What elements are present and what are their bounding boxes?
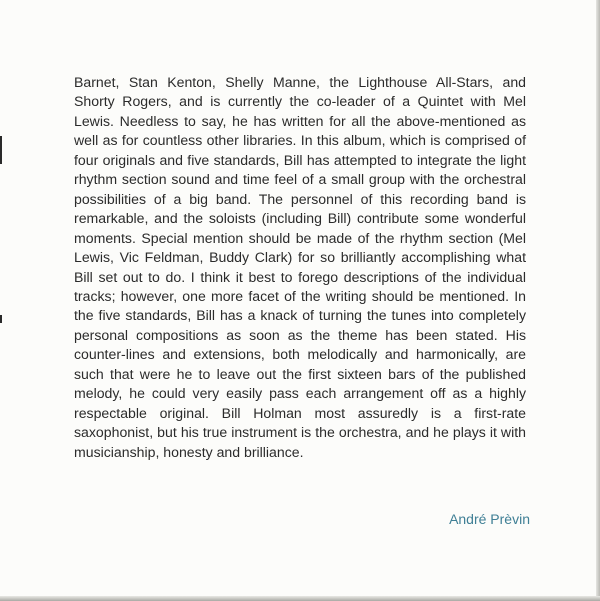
binding-mark [0,136,2,164]
page-edge-shadow-bottom [0,596,600,601]
page-edge-shadow-right [596,0,600,601]
author-signature: André Prèvin [449,511,530,527]
binding-mark [0,315,2,323]
liner-notes-body: Barnet, Stan Kenton, Shelly Manne, the Lighthouse All-Stars, and Shorty Rogers, and is currently the co-leader of a Quintet with Mel Lewis. Needless to say, he has written for all the above-mentioned as well as for countless other libraries. In this album, which is comprised of four originals and five standards, Bill has attempted to integrate the light rhythm section sound and time feel of a small group with the orchestral possibilities of a big band. The personnel of this recording band is remarkable, and the soloists (including Bill) contribute some wonderful moments. Special mention should be made of the rhythm section (Mel Lewis, Vic Feldman, Buddy Clark) for so brilliantly accomplishing what Bill set out to do. I think it best to forego descriptions of the individual tracks; however, one more facet of the writing should be mentioned. In the five standards, Bill has a knack of turning the tunes into completely personal compositions as soon as the theme has been stated. His counter-lines and extensions, both melodically and harmonically, are such that were he to leave out the first sixteen bars of the published melody, he could very easily pass each arrangement off as a highly respectable original. Bill Holman most assuredly is a first-rate saxophonist, but his true instrument is the orchestra, and he plays it with musicianship, honesty and brilliance. [74,74,526,460]
